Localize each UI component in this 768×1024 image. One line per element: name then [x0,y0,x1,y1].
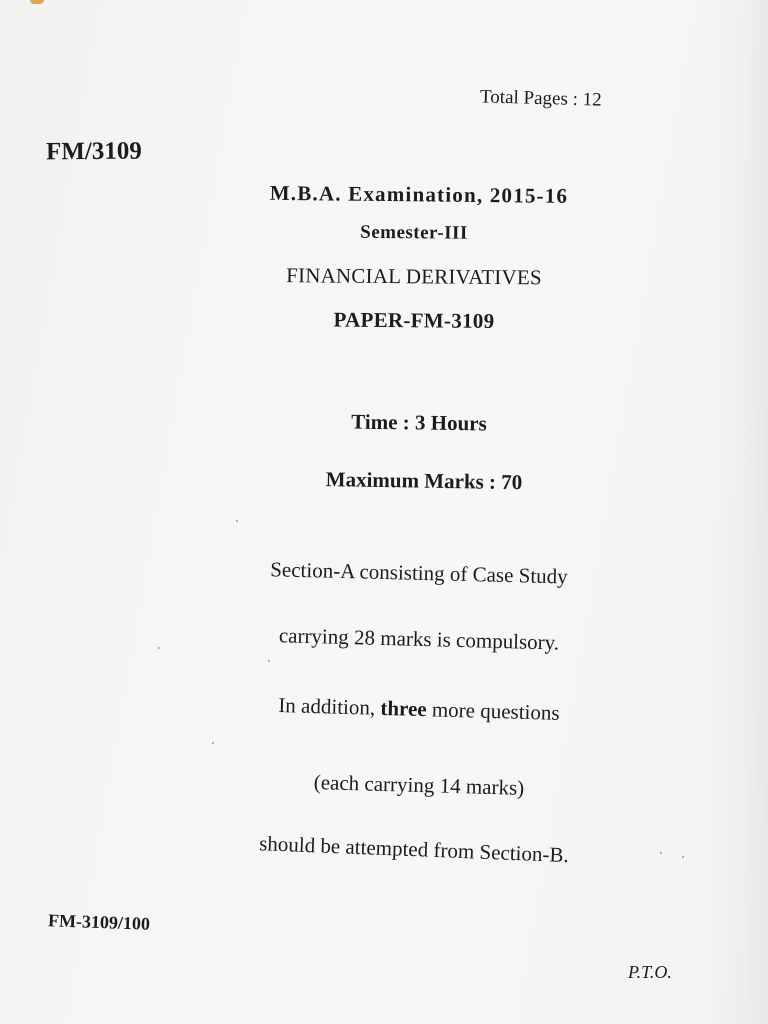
instruction-line-3-start: In addition, [278,693,381,720]
paper-speck [236,520,238,522]
examination-title: M.B.A. Examination, 2015-16 [269,180,569,208]
semester-label: Semester-III [360,221,468,244]
instruction-line-3 [0,685,768,731]
paper-speck [158,647,160,649]
instruction-line-1: Section-A consisting of Case Study [270,557,569,589]
instruction-line-4: (each carrying 14 marks) [313,770,525,800]
please-turn-over-label: P.T.O. [628,962,672,982]
subject-title: FINANCIAL DERIVATIVES [286,263,542,290]
paper-speck [660,852,662,854]
instruction-line-3-emphasis: three [380,695,428,722]
maximum-marks: Maximum Marks : 70 [325,467,523,495]
paper-speck [268,660,270,662]
paper-code-top: FM/3109 [45,137,142,166]
paper-code-bottom: FM-3109/100 [47,910,151,934]
instruction-line-3-end: more questions [426,697,560,725]
paper-speck [212,742,214,744]
instruction-line-5: should be attempted from Section-B. [258,831,570,868]
paper-speck [682,856,684,858]
total-pages-label: Total Pages : 12 [479,86,602,111]
time-allowed: Time : 3 Hours [351,409,487,436]
instruction-line-2: carrying 28 marks is compulsory. [278,623,560,655]
paper-code-heading: PAPER-FM-3109 [333,307,495,333]
corner-mark [30,0,44,4]
